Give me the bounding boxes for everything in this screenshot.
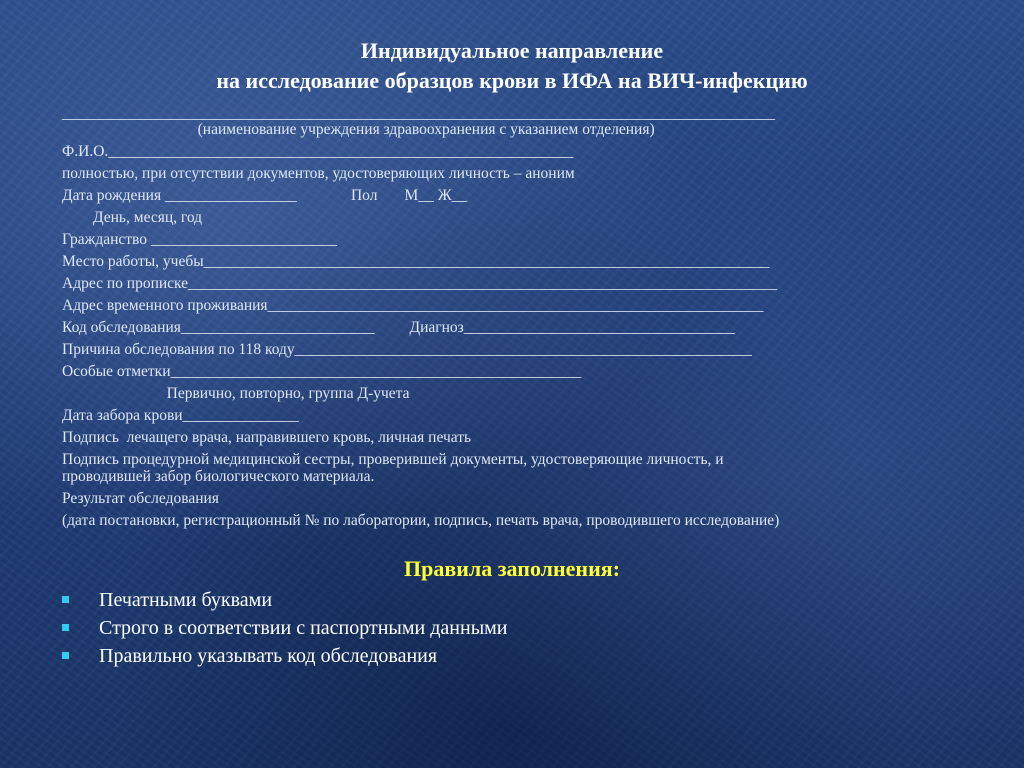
institution-caption: (наименование учреждения здравоохранения с указанием отделения) [62,121,655,138]
exam-code-diagnosis-field: Код обследования_________________________ Диагноз___________________________________ [62,319,736,336]
registration-address-field: Адрес по прописке____________________________________________________________________________ [62,275,778,292]
birth-date-caption: День, месяц, год [62,209,203,226]
rule-text: Печатными буквами [99,589,273,611]
square-bullet-icon [62,652,69,659]
temporary-address-field: Адрес временного проживания________________________________________________________________ [62,297,764,314]
list-item [62,586,962,614]
title-line-2: на исследование образцов крови в ИФА на ВИЧ-инфекцию [216,68,808,93]
birth-date-field: Дата рождения _________________ Пол М__ Ж__ [62,187,468,204]
list-item [62,642,962,670]
fio-caption: полностью, при отсутствии документов, удостоверяющих личность – аноним [62,165,575,182]
nurse-signature-line-2: проводившей забор биологического материала. [62,468,375,485]
nurse-signature-line: Подпись процедурной медицинской сестры, проверившей документы, удостоверяющие личность, и [62,451,724,468]
result-caption: (дата постановки, регистрационный № по лаборатории, подпись, печать врача, проводившего исследование) [62,512,780,529]
square-bullet-icon [62,596,69,603]
blood-draw-date-field: Дата забора крови_______________ [62,407,299,424]
work-place-field: Место работы, учебы_________________________________________________________________________ [62,253,770,270]
title-line-1: Индивидуальное направление [360,38,664,63]
result-label: Результат обследования [62,490,219,507]
doctor-signature-line: Подпись лечащего врача, направившего кровь, личная печать [62,429,472,446]
rules-title: Правила заполнения: [403,556,621,581]
list-item [62,614,962,642]
special-notes-field: Особые отметки_____________________________________________________ [62,363,582,380]
square-bullet-icon [62,624,69,631]
exam-reason-field: Причина обследования по 118 коду___________________________________________________________ [62,341,752,358]
rule-text: Правильно указывать код обследования [99,645,438,667]
institution-field: ____________________________________________________________________________________________ [62,105,775,122]
citizenship-field: Гражданство ________________________ [62,231,337,248]
fio-field: Ф.И.О.____________________________________________________________ [62,143,574,160]
document-title [0,36,1024,96]
special-notes-caption: Первично, повторно, группа Д-учета [62,385,410,402]
rules-list [62,586,962,670]
rule-text: Строго в соответствии с паспортными данными [99,617,508,639]
